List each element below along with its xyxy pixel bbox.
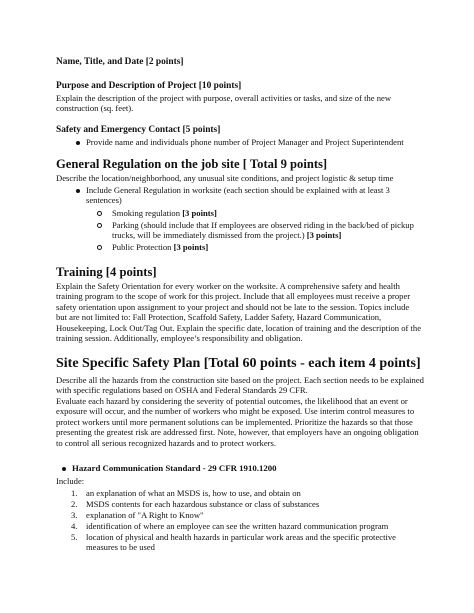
safety-plan-line: with specific regulations based on OSHA and Federal Standards 29 CFR. xyxy=(56,385,308,396)
training-line: Explain the Safety Orientation for every worker on the worksite. A comprehensive safety and health xyxy=(56,281,400,291)
bullet-dot xyxy=(76,189,80,193)
list-number: 4. xyxy=(71,521,78,531)
list-item: explanation of "A Right to Know" xyxy=(86,510,204,520)
heading-name-title-date: Name, Title, and Date [2 points] xyxy=(56,57,184,67)
public-protection-points: [3 points] xyxy=(173,242,209,252)
list-item xyxy=(86,532,436,553)
training-line: training program to the scope of work for this project. Include that all employees must receive a proper xyxy=(56,291,411,302)
parking-points: [3 points] xyxy=(306,230,342,241)
sub-bullet-circle xyxy=(97,211,102,216)
parking-line-1: Parking (should include that If employees are observed riding in the back/bed of pickup xyxy=(112,220,414,230)
list-item: identification of where an employee can see the written hazard communication program xyxy=(86,521,389,531)
sub-item-parking xyxy=(112,220,442,241)
safety-plan-line: Describe all the hazards from the construction site based on the project. Each section needs to be explained xyxy=(56,375,424,385)
list-number: 5. xyxy=(71,532,78,542)
list-item-line-2: measures to be used xyxy=(86,542,155,553)
sub-item-smoking xyxy=(112,208,432,218)
heading-safety-contact: Safety and Emergency Contact [5 points] xyxy=(56,125,221,135)
heading-site-safety-plan: Site Specific Safety Plan [Total 60 points - each item 4 points] xyxy=(56,356,421,371)
smoking-points: [3 points] xyxy=(182,208,217,218)
safety-plan-line: presenting the greatest risk are addressed first. Note, however, that employers have an ongoing obligation xyxy=(56,427,419,438)
safety-plan-para-2 xyxy=(56,396,446,448)
regulation-bullet-line-2: sentences) xyxy=(86,195,122,206)
safety-plan-line: to control all serious recognized hazards and to protect workers. xyxy=(56,437,277,448)
regulation-bullet xyxy=(86,185,436,206)
safety-plan-line: exposure will occur, and the number of workers who might be exposed. Use interim control measures to xyxy=(56,406,415,417)
safety-plan-para-1 xyxy=(56,375,446,396)
bullet-dot xyxy=(62,467,66,471)
heading-purpose: Purpose and Description of Project [10 points] xyxy=(56,81,242,91)
safety-plan-line: Evaluate each hazard by considering the severity of potential outcomes, the likelihood that an event or xyxy=(56,396,408,406)
heading-training: Training [4 points] xyxy=(56,265,157,279)
list-item: MSDS contents for each hazardous substance or class of substances xyxy=(86,499,320,509)
training-body xyxy=(56,281,441,343)
contact-bullet: Provide name and individuals phone number of Project Manager and Project Superintendent xyxy=(86,137,404,147)
training-line: safety orientation upon assignment to your project and should not be late to the session. Topics include xyxy=(56,301,410,312)
training-line: training session. Additionally, employee’s responsibility and obligation. xyxy=(56,333,303,344)
training-line: Housekeeping, Lock Out/Tag Out. Explain the specific date, location of training and the description of the xyxy=(56,322,422,333)
purpose-line-1: Explain the description of the project with purpose, overall activities or tasks, and size of the new xyxy=(56,93,392,103)
parking-line-2 xyxy=(112,230,442,240)
sub-bullet-circle xyxy=(97,223,102,228)
safety-plan-line: protect workers until more permanent solutions can be implemented. Prioritize the hazards so that those xyxy=(56,416,413,427)
hazard-communication-heading: Hazard Communication Standard - 29 CFR 1910.1200 xyxy=(72,463,277,473)
smoking-text: Smoking regulation xyxy=(112,208,183,218)
include-label: Include: xyxy=(56,476,85,486)
bullet-dot xyxy=(76,141,80,145)
regulation-body: Describe the location/neighborhood, any unusual site conditions, and project logistic & setup time xyxy=(56,173,394,183)
public-protection-text: Public Protection xyxy=(112,242,174,252)
list-number: 3. xyxy=(71,510,78,520)
list-item: an explanation of what an MSDS is, how to use, and obtain on xyxy=(86,488,301,498)
regulation-bullet-line-1: Include General Regulation in worksite (each section should be explained with at least 3 xyxy=(86,185,390,195)
list-number: 2. xyxy=(71,499,78,509)
parking-text: trucks, will be immediately dismissed from the project.) xyxy=(112,230,307,241)
purpose-line-2: construction (sq. feet). xyxy=(56,103,134,114)
list-item-line-1: location of physical and health hazards in particular work areas and the specific protective xyxy=(86,532,396,542)
sub-item-public-protection xyxy=(112,242,432,252)
training-line: but are not limited to: Fall Protection, Scaffold Safety, Ladder Safety, Hazard Communication, xyxy=(56,312,382,323)
heading-general-regulation: General Regulation on the job site [ Total 9 points] xyxy=(56,157,328,171)
purpose-body xyxy=(56,93,426,114)
sub-bullet-circle xyxy=(97,245,102,250)
list-number: 1. xyxy=(71,488,78,498)
